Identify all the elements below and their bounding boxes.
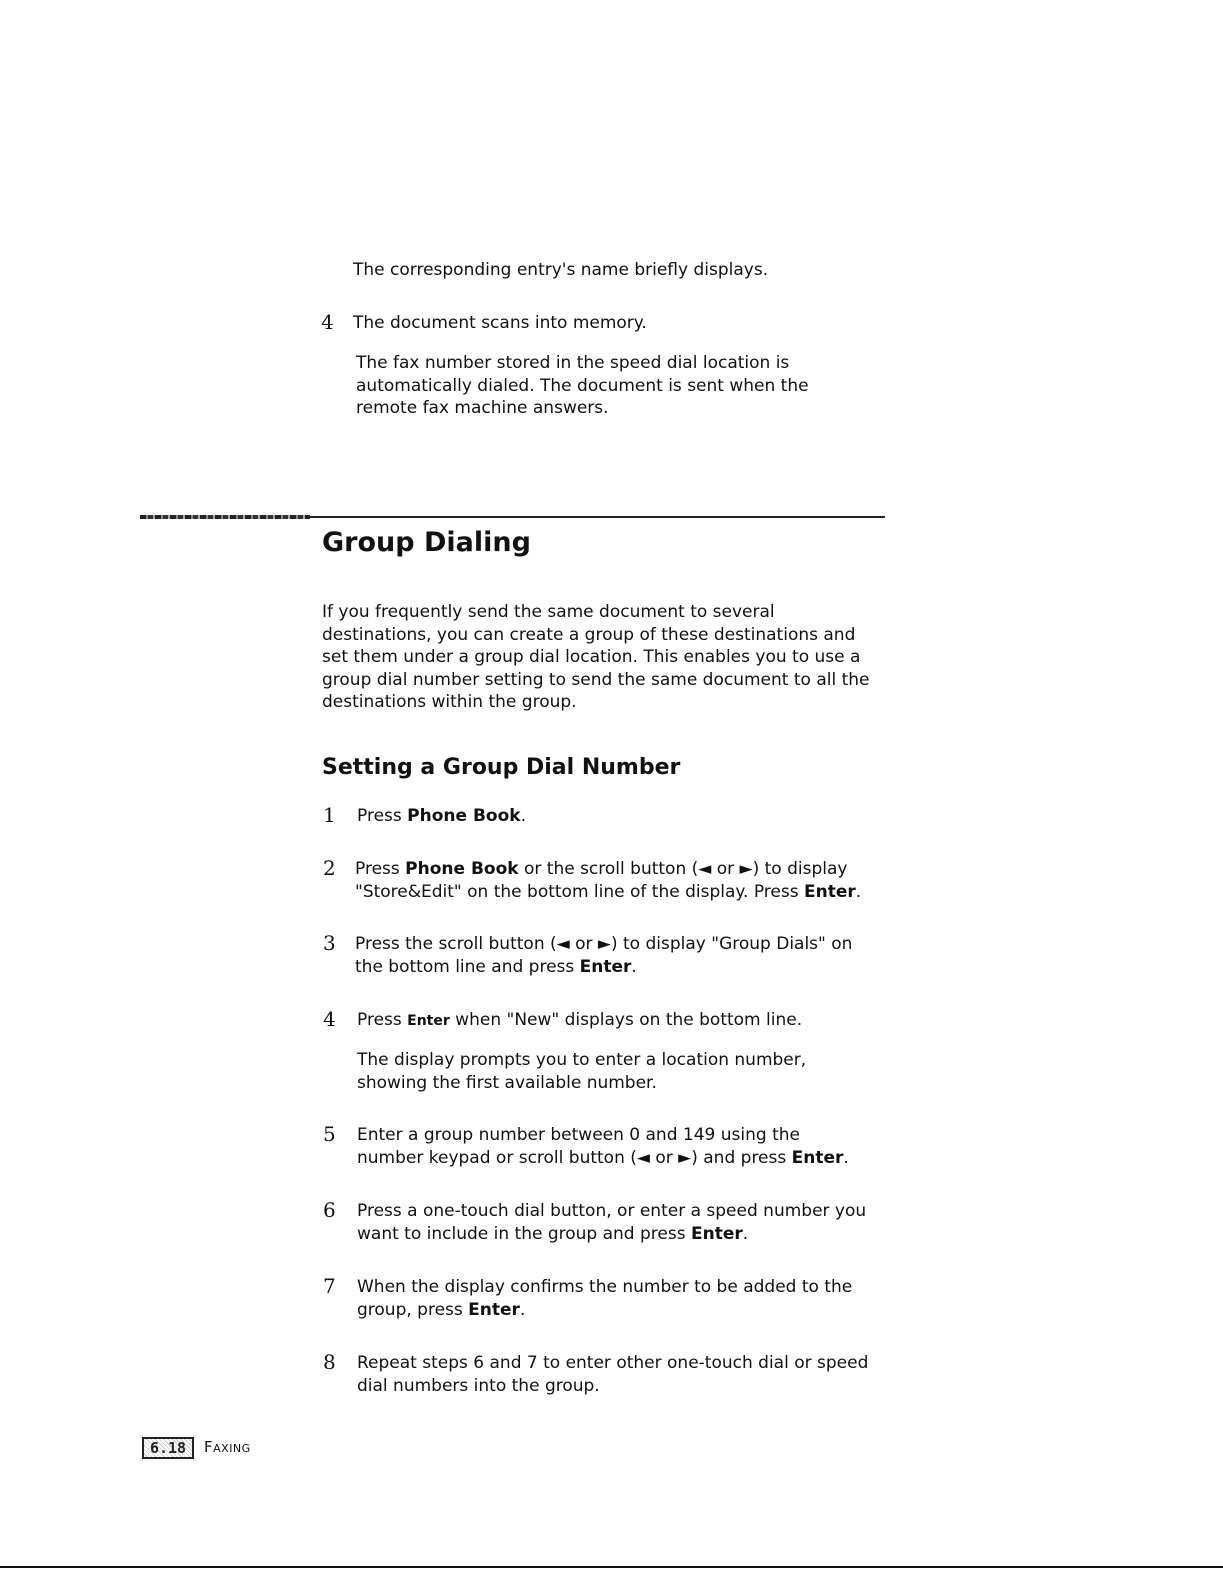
intro-line: destinations within the group.	[322, 692, 577, 712]
step-number: 6	[323, 1198, 336, 1222]
step-line: dial numbers into the group.	[357, 1375, 600, 1396]
key-label: Enter	[579, 956, 632, 977]
step-text: The document scans into memory.	[353, 313, 647, 333]
key-label: Enter	[407, 1013, 450, 1029]
key-label: Enter	[804, 881, 856, 902]
step-line	[355, 956, 852, 979]
step-line: When the display confirms the number to be added to the	[357, 1277, 853, 1297]
intro-paragraph	[322, 601, 870, 714]
step-text	[357, 1009, 802, 1033]
detail-line: The fax number stored in the speed dial location is	[356, 353, 790, 373]
step-text	[355, 858, 861, 903]
text: "Store&Edit" on the bottom line of the display. Press	[355, 881, 804, 902]
key-label: Enter	[791, 1147, 844, 1168]
text: Press	[355, 859, 406, 879]
step-line	[357, 1299, 852, 1322]
step-line: Press the scroll button (◄ or ►) to display "Group Dials" on	[355, 934, 853, 954]
intro-line: group dial number setting to send the same document to all the	[322, 669, 870, 690]
step-number: 3	[323, 931, 336, 955]
text: .	[520, 806, 526, 826]
page-number-tab: 6.18	[142, 1437, 194, 1459]
step-line	[357, 1223, 866, 1246]
step-line	[355, 858, 861, 881]
intro-line: destinations, you can create a group of these destinations and	[322, 624, 856, 645]
text: Press	[357, 806, 408, 826]
step-number: 5	[323, 1122, 336, 1146]
text: .	[631, 956, 637, 977]
text: when "New" displays on the bottom line.	[449, 1010, 803, 1030]
step-line	[357, 1147, 849, 1170]
section-rule-accent	[140, 515, 310, 519]
step-text	[357, 1124, 849, 1169]
step-text	[357, 1276, 852, 1321]
text: the bottom line and press	[355, 956, 580, 977]
step-line: Repeat steps 6 and 7 to enter other one-touch dial or speed	[357, 1353, 869, 1373]
detail-line: The display prompts you to enter a location number,	[357, 1050, 807, 1070]
text: number keypad or scroll button (◄ or ►) and press	[357, 1147, 792, 1168]
step-number: 2	[323, 856, 336, 880]
intro-line: If you frequently send the same document to several	[322, 602, 775, 622]
text: Press	[357, 1010, 408, 1030]
text: .	[843, 1147, 849, 1168]
step-line	[355, 881, 861, 904]
text: want to include in the group and press	[357, 1223, 691, 1244]
detail-line: remote fax machine answers.	[356, 398, 609, 418]
step-line: Enter a group number between 0 and 149 using the	[357, 1125, 800, 1145]
step-detail	[356, 352, 809, 420]
step-number: 1	[323, 803, 336, 827]
intro-line: set them under a group dial location. This enables you to use a	[322, 647, 861, 667]
key-label: Phone Book	[407, 806, 521, 826]
step-text	[357, 805, 526, 828]
text: or the scroll button (◄ or ►) to display	[518, 859, 848, 879]
step-number: 4	[321, 310, 334, 334]
detail-line: automatically dialed. The document is sent when the	[356, 375, 809, 396]
page-bottom-border	[0, 1566, 1223, 1568]
step-number: 8	[323, 1350, 336, 1374]
chapter-label: Faxing	[204, 1438, 251, 1456]
text: group, press	[357, 1299, 469, 1320]
subsection-title: Setting a Group Dial Number	[322, 755, 681, 780]
text: .	[519, 1299, 526, 1320]
step-line: Press a one-touch dial button, or enter a speed number you	[357, 1201, 867, 1221]
step-text	[357, 1352, 868, 1397]
step-text	[357, 1200, 866, 1245]
text: .	[742, 1223, 749, 1244]
step-number: 7	[323, 1274, 336, 1298]
continued-note: The corresponding entry's name briefly displays.	[353, 260, 769, 280]
step-detail	[357, 1049, 806, 1094]
key-label: Phone Book	[405, 859, 519, 879]
key-label: Enter	[690, 1223, 743, 1244]
detail-line: showing the first available number.	[357, 1072, 657, 1093]
step-number: 4	[323, 1007, 336, 1031]
section-title: Group Dialing	[322, 527, 531, 558]
text: .	[855, 881, 862, 902]
key-label: Enter	[468, 1299, 520, 1320]
step-text	[355, 933, 852, 978]
